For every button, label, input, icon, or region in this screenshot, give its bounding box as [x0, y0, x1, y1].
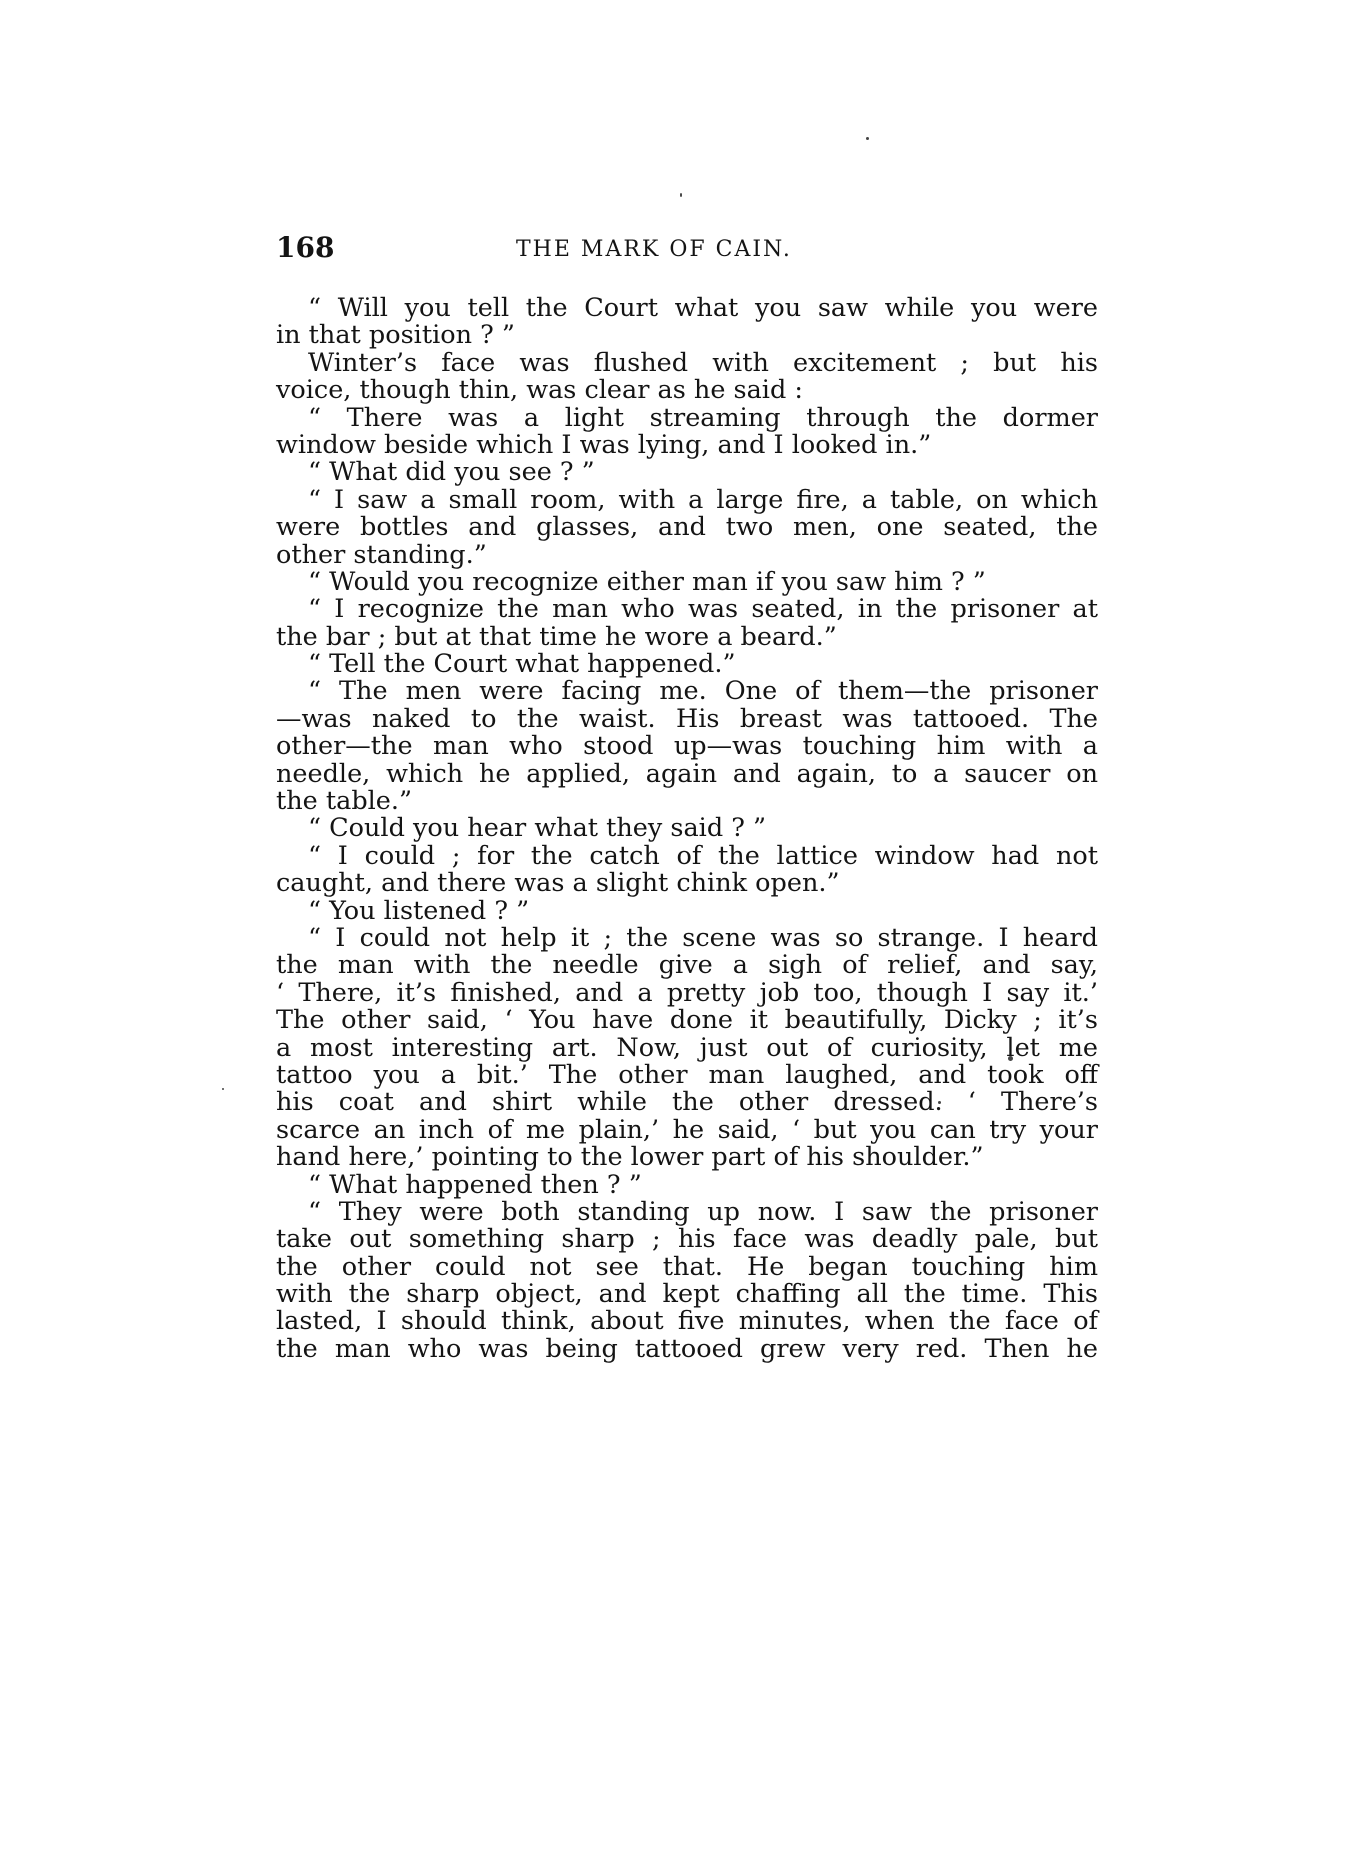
text-line: “ What happened then ? ”: [308, 1169, 642, 1200]
text-line: the table.”: [276, 786, 413, 817]
text-line: lasted, I should think, about five minutes, when the face of: [276, 1306, 1098, 1337]
text-line: other—the man who stood up—was touching him with a: [276, 731, 1098, 762]
text-line: “ Tell the Court what happened.”: [308, 649, 736, 680]
text-line: window beside which I was lying, and I looked in.”: [276, 429, 932, 460]
text-line: The other said, ‘ You have done it beautifully, Dicky ; it’s: [276, 1005, 1098, 1036]
text-line: take out something sharp ; his face was deadly pale, but: [276, 1224, 1098, 1255]
text-line: his coat and shirt while the other dressed. ‘ There’s: [276, 1087, 1098, 1118]
text-line: voice, though thin, was clear as he said :: [276, 375, 803, 406]
text-line: —was naked to the waist. His breast was tattooed. The: [276, 703, 1098, 734]
ink-speck: [680, 193, 682, 197]
text-line: in that position ? ”: [276, 320, 515, 351]
text-line: “ I could ; for the catch of the lattice window had not: [308, 840, 1098, 871]
text-line: “ There was a light streaming through the dormer: [308, 402, 1098, 433]
text-line: scarce an inch of me plain,’ he said, ‘ but you can try your: [276, 1114, 1098, 1145]
text-line: were bottles and glasses, and two men, one seated, the: [276, 512, 1098, 543]
text-line: ‘ There, it’s finished, and a pretty job too, though I say it.’: [276, 977, 1098, 1008]
text-line: “ I could not help it ; the scene was so strange. I heard: [308, 922, 1098, 953]
text-line: “ What did you see ? ”: [308, 457, 595, 488]
text-line: the other could not see that. He began touching him: [276, 1251, 1098, 1282]
text-line: “ Could you hear what they said ? ”: [308, 813, 767, 844]
text-line: “ I recognize the man who was seated, in the prisoner at: [308, 594, 1098, 625]
text-line: “ Will you tell the Court what you saw while you were: [308, 293, 1098, 323]
text-line: caught, and there was a slight chink open.”: [276, 868, 840, 899]
text-line: Winter’s face was flushed with excitement ; but his: [308, 347, 1098, 378]
text-line: tattoo you a bit.’ The other man laughed, and took off: [276, 1059, 1098, 1090]
text-line: a most interesting art. Now, just out of curiosity, let me: [276, 1032, 1098, 1063]
text-line: the man who was being tattooed grew very red. Then he: [276, 1333, 1098, 1364]
text-line: hand here,’ pointing to the lower part of his shoulder.”: [276, 1142, 984, 1173]
page-number: 168: [276, 231, 335, 264]
text-line: other standing.”: [276, 539, 487, 570]
text-line: “ Would you recognize either man if you saw him ? ”: [308, 566, 986, 597]
text-line: “ You listened ? ”: [308, 895, 530, 926]
text-line: “ The men were facing me. One of them—the prisoner: [308, 676, 1098, 707]
text-line: with the sharp object, and kept chaffing all the time. This: [276, 1279, 1098, 1310]
running-title: THE MARK OF CAIN.: [516, 237, 792, 262]
body-text: [276, 295, 1098, 1363]
text-line: needle, which he applied, again and again, to a saucer on: [276, 758, 1098, 789]
text-line: the bar ; but at that time he wore a beard.”: [276, 621, 837, 652]
text-line: the man with the needle give a sigh of relief, and say,: [276, 950, 1098, 981]
text-line: “ They were both standing up now. I saw the prisoner: [308, 1196, 1098, 1227]
ink-speck: [866, 137, 869, 140]
page-header: [276, 228, 1098, 268]
ink-speck: [222, 1088, 224, 1090]
text-line: “ I saw a small room, with a large fire, a table, on which: [308, 484, 1098, 515]
